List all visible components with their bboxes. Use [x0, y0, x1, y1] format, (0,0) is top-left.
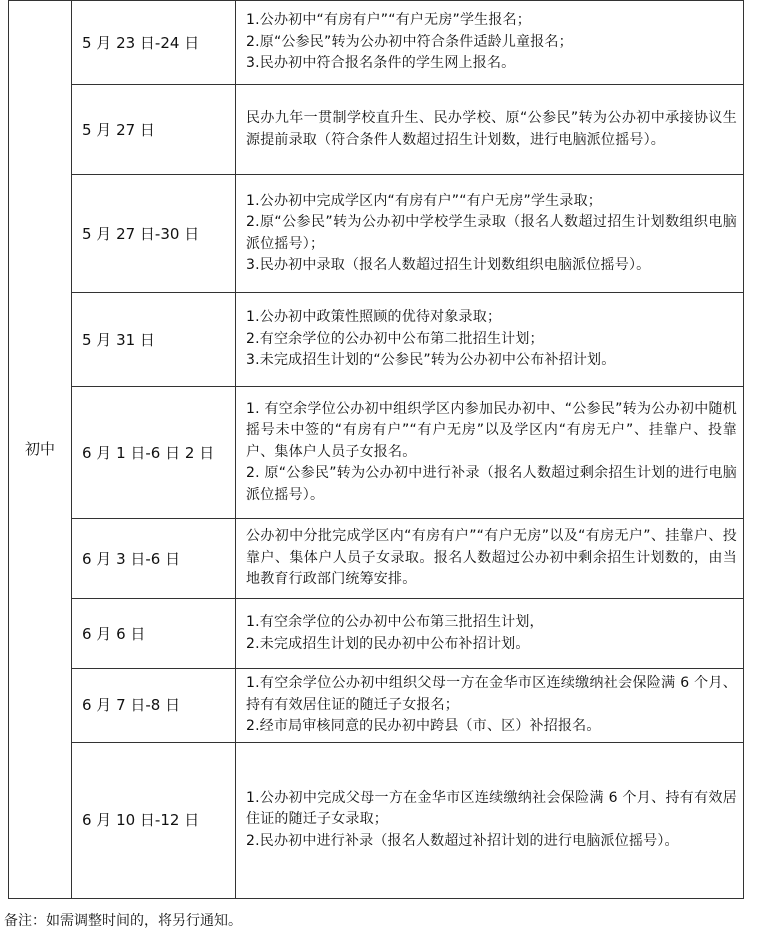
description-cell — [236, 175, 744, 293]
date-cell: 5 月 27 日-30 日 — [72, 175, 236, 293]
description-line: 2.原“公参民”转为公办初中符合条件适龄儿童报名； — [246, 33, 573, 50]
date-cell: 5 月 27 日 — [72, 85, 236, 175]
date-cell: 6 月 6 日 — [72, 599, 236, 669]
description-line: 2.民办初中进行补录（报名人数超过补招计划的进行电脑派位摇号）。 — [246, 832, 679, 849]
description-line: 民办九年一贯制学校直升生、民办学校、原“公参民”转为公办初中承接协议生源提前录取（符合条件人数超过招生计划数，进行电脑派位摇号）。 — [246, 110, 737, 148]
table-row — [9, 742, 744, 898]
description-cell — [236, 1, 744, 85]
description-line: 1. 有空余学位公办初中组织学区内参加民办初中、“公参民”转为公办初中随机摇号未中签的“有房有户”“有户无房”以及学区内“有房无户”、挂靠户、投靠户、集体户人员子女报名。 — [246, 400, 737, 460]
table-row — [9, 387, 744, 519]
description-line: 2.原“公参民”转为公办初中学校学生录取（报名人数超过招生计划数组织电脑派位摇号）； — [246, 214, 737, 252]
description-cell — [236, 669, 744, 743]
table-row — [9, 85, 744, 175]
description-cell — [236, 85, 744, 175]
description-line: 3.民办初中符合报名条件的学生网上报名。 — [246, 55, 516, 72]
enrollment-schedule-table — [8, 0, 744, 899]
description-line: 1.公办初中完成学区内“有房有户”“有户无房”学生录取； — [246, 192, 602, 209]
description-cell — [236, 387, 744, 519]
description-line: 公办初中分批完成学区内“有房有户”“有户无房”以及“有房无户”、挂靠户、投靠户、集体户人员子女录取。报名人数超过公办初中剩余招生计划数的，由当地教育行政部门统筹安排。 — [246, 528, 737, 588]
description-cell — [236, 293, 744, 387]
description-line: 1.有空余学位公办初中组织父母一方在金华市区连续缴纳社会保险满 6 个月、持有有效居住证的随迁子女报名； — [246, 675, 737, 713]
table-row — [9, 599, 744, 669]
date-cell: 6 月 10 日-12 日 — [72, 742, 236, 898]
table-row — [9, 293, 744, 387]
description-line: 2.未完成招生计划的民办初中公布补招计划。 — [246, 635, 530, 652]
table-row — [9, 519, 744, 599]
date-cell: 6 月 7 日-8 日 — [72, 669, 236, 743]
description-line: 1.公办初中完成父母一方在金华市区连续缴纳社会保险满 6 个月、持有有效居住证的随迁子女录取； — [246, 789, 737, 828]
stage-cell: 初中 — [9, 1, 72, 899]
description-cell — [236, 519, 744, 599]
description-line: 2.经市局审核同意的民办初中跨县（市、区）补招报名。 — [246, 718, 601, 734]
description-line: 3.民办初中录取（报名人数超过招生计划数组织电脑派位摇号）。 — [246, 257, 651, 273]
description-line: 1.公办初中政策性照顾的优待对象录取； — [246, 309, 502, 326]
table-row — [9, 1, 744, 85]
date-cell: 6 月 1 日-6 日 2 日 — [72, 387, 236, 519]
date-cell: 5 月 23 日-24 日 — [72, 1, 236, 85]
description-line: 2.有空余学位的公办初中公布第二批招生计划； — [246, 330, 544, 347]
date-cell: 5 月 31 日 — [72, 293, 236, 387]
description-line: 1.有空余学位的公办初中公布第三批招生计划， — [246, 614, 544, 630]
description-cell — [236, 742, 744, 898]
date-cell: 6 月 3 日-6 日 — [72, 519, 236, 599]
table-row — [9, 175, 744, 293]
description-line: 3.未完成招生计划的“公参民”转为公办初中公布补招计划。 — [246, 352, 616, 369]
description-line: 1.公办初中“有房有户”“有户无房”学生报名； — [246, 12, 531, 29]
description-line: 2. 原“公参民”转为公办初中进行补录（报名人数超过剩余招生计划的进行电脑派位摇号）。 — [246, 465, 737, 503]
footnote: 备注：如需调整时间的，将另行通知。 — [4, 913, 242, 929]
table-row — [9, 669, 744, 743]
description-cell — [236, 599, 744, 669]
